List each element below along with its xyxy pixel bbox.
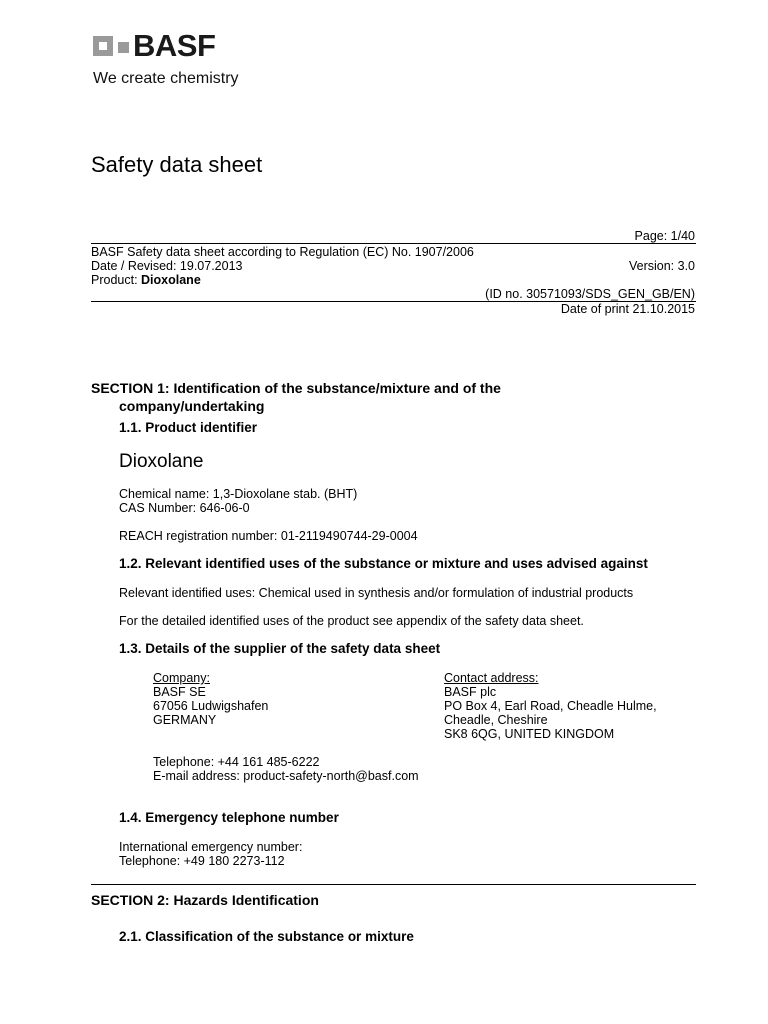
tagline: We create chemistry bbox=[93, 70, 239, 87]
section1-heading: SECTION 1: Identification of the substance/mixture and of the company/undertaking bbox=[91, 380, 501, 414]
logo-square-small-icon bbox=[118, 42, 129, 53]
version: Version: 3.0 bbox=[628, 259, 695, 273]
contact-line: PO Box 4, Earl Road, Cheadle Hulme, bbox=[444, 699, 657, 713]
section2-rule bbox=[91, 884, 696, 885]
header-top-rule bbox=[91, 243, 696, 244]
document-title: Safety data sheet bbox=[91, 152, 263, 177]
subsection-1-1-title: 1.1. Product identifier bbox=[119, 420, 258, 435]
section2-heading: SECTION 2: Hazards Identification bbox=[91, 892, 319, 908]
company-line: BASF SE bbox=[153, 685, 206, 699]
id-number: (ID no. 30571093/SDS_GEN_GB/EN) bbox=[485, 287, 695, 301]
company-line: 67056 Ludwigshafen bbox=[153, 699, 269, 713]
chemical-name: Chemical name: 1,3-Dioxolane stab. (BHT) bbox=[119, 487, 358, 501]
identified-uses-detail: For the detailed identified uses of the product see appendix of the safety data sheet. bbox=[119, 614, 584, 628]
date-of-print: Date of print 21.10.2015 bbox=[560, 302, 695, 316]
logo-square-large-icon bbox=[93, 36, 113, 56]
subsection-1-2-title: 1.2. Relevant identified uses of the substance or mixture and uses advised against bbox=[119, 556, 648, 571]
page-number: Page: 1/40 bbox=[634, 229, 695, 243]
regulation-text: BASF Safety data sheet according to Regulation (EC) No. 1907/2006 bbox=[91, 245, 474, 259]
subsection-1-4-title: 1.4. Emergency telephone number bbox=[119, 810, 339, 825]
contact-line: BASF plc bbox=[444, 685, 497, 699]
contact-line: SK8 6QG, UNITED KINGDOM bbox=[444, 727, 615, 741]
contact-block bbox=[444, 671, 657, 741]
supplier-telephone: Telephone: +44 161 485-6222 bbox=[153, 755, 320, 769]
company-block bbox=[153, 671, 268, 727]
date-revised: Date / Revised: 19.07.2013 bbox=[91, 259, 243, 273]
product-line bbox=[91, 273, 201, 287]
emergency-label: International emergency number: bbox=[119, 840, 303, 854]
product-identifier: Dioxolane bbox=[119, 451, 204, 472]
company-label: Company: bbox=[153, 671, 210, 685]
emergency-telephone: Telephone: +49 180 2273-112 bbox=[119, 854, 285, 868]
contact-line: Cheadle, Cheshire bbox=[444, 713, 548, 727]
identified-uses: Relevant identified uses: Chemical used in synthesis and/or formulation of industrial products bbox=[119, 586, 634, 600]
contact-label: Contact address: bbox=[444, 671, 539, 685]
subsection-1-3-title: 1.3. Details of the supplier of the safety data sheet bbox=[119, 641, 441, 656]
reach-number: REACH registration number: 01-2119490744-29-0004 bbox=[119, 529, 418, 543]
cas-number: CAS Number: 646-06-0 bbox=[119, 501, 250, 515]
company-line: GERMANY bbox=[153, 713, 217, 727]
product-name: Dioxolane bbox=[141, 273, 201, 287]
subsection-2-1-title: 2.1. Classification of the substance or mixture bbox=[119, 929, 414, 944]
logo-wordmark: BASF bbox=[133, 28, 216, 63]
supplier-email[interactable]: E-mail address: product-safety-north@basf.com bbox=[153, 769, 419, 783]
product-label: Product: bbox=[91, 273, 142, 287]
